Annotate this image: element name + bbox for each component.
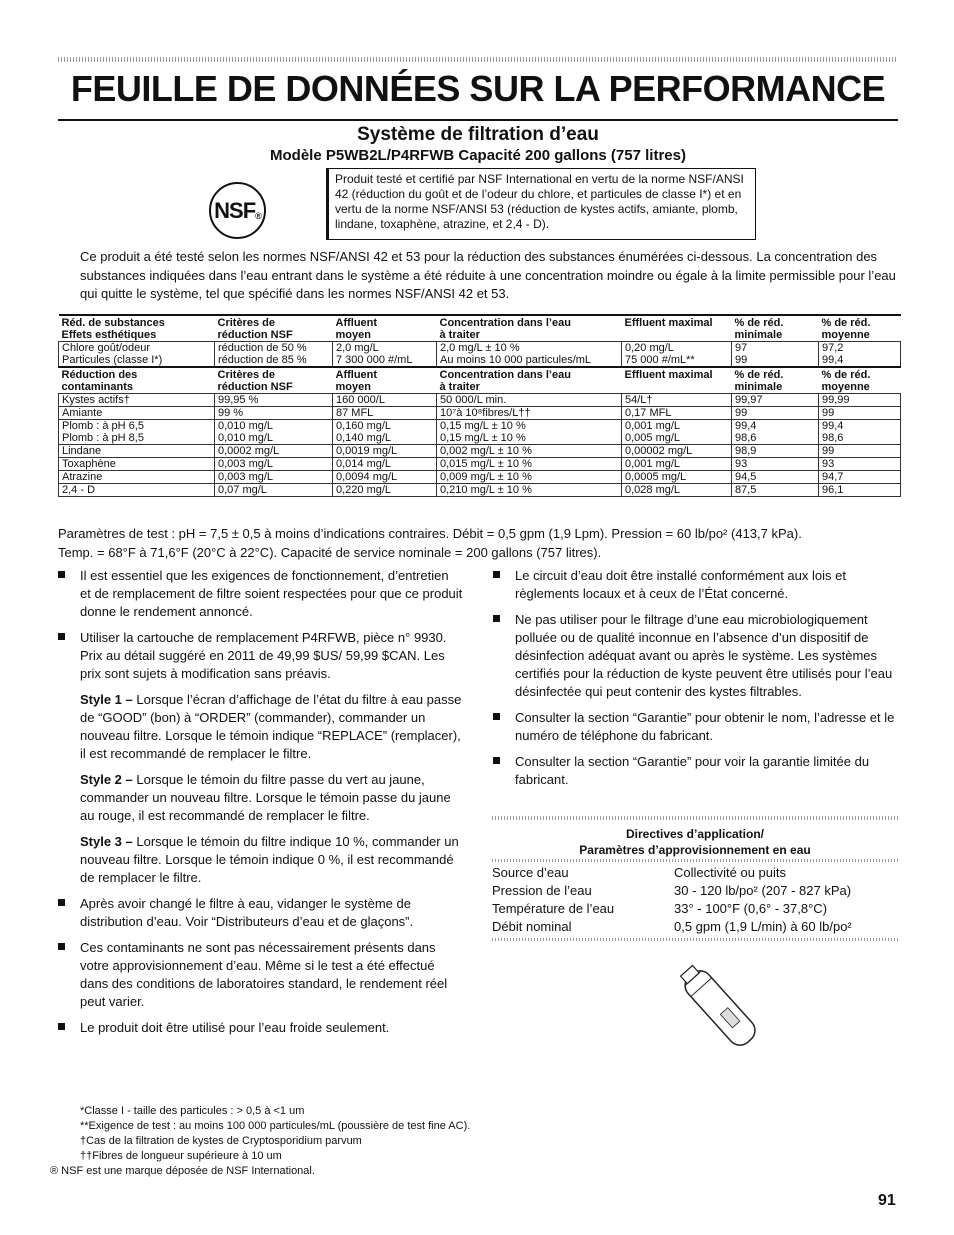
list-item: Consulter la section “Garantie” pour obtenir le nom, l’adresse et le numéro de téléphone du fabricant.	[493, 709, 898, 745]
table-cell: 97 99	[732, 342, 819, 368]
list-item: Consulter la section “Garantie” pour voir la garantie limitée du fabricant.	[493, 753, 898, 789]
table-cell: Atrazine	[59, 471, 215, 484]
performance-table	[58, 314, 901, 497]
table-cell: 99,4 98,6	[732, 420, 819, 445]
list-item: Ces contaminants ne sont pas nécessairement présents dans votre approvisionnement d’eau. Même si le test a été effectué dans des conditions de laboratoires standard, le rendement réel peut varier.	[58, 939, 463, 1011]
directives-value: 0,5 gpm (1,9 L/min) à 60 lb/po²	[674, 919, 852, 934]
table-cell: 50 000/L min.	[437, 394, 622, 407]
table-cell: 87 MFL	[333, 407, 437, 420]
system-subtitle: Système de filtration d’eau	[357, 124, 599, 145]
table-cell: 0,014 mg/L	[333, 458, 437, 471]
directives-row	[492, 882, 898, 900]
table-row	[59, 394, 901, 407]
footnote: ® NSF est une marque déposée de NSF International.	[50, 1165, 315, 1177]
table-cell: 0,17 MFL	[622, 407, 732, 420]
table-cell: 0,160 mg/L 0,140 mg/L	[333, 420, 437, 445]
table-header-cell: Concentration dans l’eau à traiter	[437, 367, 622, 394]
nsf-logo-icon: NSF ®	[209, 182, 266, 239]
directives-row	[492, 864, 898, 882]
table-header-cell: Affluent moyen	[333, 367, 437, 394]
table-cell: 0,20 mg/L 75 000 #/mL**	[622, 342, 732, 368]
model-line: Modèle P5WB2L/P4RFWB Capacité 200 gallons (757 litres)	[270, 147, 686, 164]
table-cell: 0,0002 mg/L	[215, 445, 333, 458]
footnote: **Exigence de test : au moins 100 000 particules/mL (poussière de test fine AC).	[80, 1120, 471, 1132]
table-header-cell: Effluent maximal	[622, 367, 732, 394]
test-parameters-line2: Temp. = 68°F à 71,6°F (20°C à 22°C). Capacité de service nominale = 200 gallons (757 litres).	[58, 544, 602, 560]
table-cell: 96,1	[819, 484, 901, 497]
list-item: Ne pas utiliser pour le filtrage d’une eau microbiologiquement polluée ou de qualité inconnue en l’absence d’un dispositif de désinfection adéquat avant ou après le système. Les systèmes certifiés pour la réduction de kyste peuvent être utilisés pour l’eau désinfectée qui peut contenir des kystes filtrables.	[493, 611, 898, 701]
directives-row	[492, 900, 898, 918]
left-column	[58, 567, 463, 1045]
footnote: *Classe I - taille des particules : > 0,5 à <1 um	[80, 1105, 305, 1117]
table-cell: 99,95 %	[215, 394, 333, 407]
table-cell: 0,003 mg/L	[215, 458, 333, 471]
top-decorative-rule	[58, 57, 898, 62]
table-cell: 0,210 mg/L ± 10 %	[437, 484, 622, 497]
table-header-cell: % de réd. minimale	[732, 315, 819, 342]
table-cell: 0,0019 mg/L	[333, 445, 437, 458]
directives-row	[492, 918, 898, 936]
page-title: FEUILLE DE DONNÉES SUR LA PERFORMANCE	[70, 68, 886, 109]
directives-value: 30 - 120 lb/po² (207 - 827 kPa)	[674, 883, 852, 898]
table-header-cell: Affluent moyen	[333, 315, 437, 342]
directives-value: Collectivité ou puits	[674, 865, 786, 880]
list-item: Le produit doit être utilisé pour l’eau froide seulement.	[58, 1019, 463, 1037]
directives-title: Directives d’application/ Paramètres d’approvisionnement en eau	[579, 827, 811, 857]
footnote: †Cas de la filtration de kystes de Cryptosporidium parvum	[80, 1135, 362, 1147]
table-cell: 94,7	[819, 471, 901, 484]
table-cell: 0,07 mg/L	[215, 484, 333, 497]
page-number: 91	[878, 1192, 896, 1209]
test-parameters-line1: Paramètres de test : pH = 7,5 ± 0,5 à moins d’indications contraires. Débit = 0,5 gpm (1,9 Lpm). Pression = 60 lb/po² (413,7 kPa).	[58, 526, 802, 541]
list-item: Utiliser la cartouche de remplacement P4RFWB, pièce n° 9930. Prix au détail suggéré en 2011 de 49,99 $US/ 59,99 $CAN. Les prix sont sujets à modification sans préavis.	[58, 629, 463, 683]
table-row	[59, 342, 901, 368]
table-cell: 2,0 mg/L 7 300 000 #/mL	[333, 342, 437, 368]
table-header-cell: Critères de réduction NSF	[215, 367, 333, 394]
table-cell: 0,028 mg/L	[622, 484, 732, 497]
table-header-cell: Effluent maximal	[622, 315, 732, 342]
table-row	[59, 420, 901, 445]
square-bullet-icon	[493, 571, 500, 578]
table-header-cell: Concentration dans l’eau à traiter	[437, 315, 622, 342]
table-cell: 0,009 mg/L ± 10 %	[437, 471, 622, 484]
table-header-row	[59, 367, 901, 394]
table-cell: 99	[819, 445, 901, 458]
square-bullet-icon	[58, 943, 65, 950]
table-cell: 98,9	[732, 445, 819, 458]
water-filter-cartridge-icon	[680, 958, 760, 1058]
table-cell: 99	[819, 407, 901, 420]
style3-paragraph: Style 3 – Lorsque le témoin du filtre indique 10 %, commander un nouveau filtre. Lorsque le témoin indique 0 %, il est recommandé de remplacer le filtre.	[80, 834, 459, 885]
table-cell: 97,2 99,4	[819, 342, 901, 368]
table-cell: 99,99	[819, 394, 901, 407]
style2-paragraph: Style 2 – Lorsque le témoin du filtre passe du vert au jaune, commander un nouveau filtre. Lorsque le témoin passe du jaune au rouge, il est recommandé de remplacer le filtre.	[80, 772, 451, 823]
square-bullet-icon	[58, 571, 65, 578]
right-column	[493, 567, 898, 797]
table-cell: 87,5	[732, 484, 819, 497]
table-cell: 0,001 mg/L	[622, 458, 732, 471]
test-parameters	[58, 525, 908, 562]
table-cell: 0,15 mg/L ± 10 % 0,15 mg/L ± 10 %	[437, 420, 622, 445]
table-header-cell: % de réd. minimale	[732, 367, 819, 394]
table-header-cell: Critères de réduction NSF	[215, 315, 333, 342]
table-cell: 0,003 mg/L	[215, 471, 333, 484]
table-cell: Chlore goût/odeur Particules (classe I*)	[59, 342, 215, 368]
table-cell: 0,001 mg/L 0,005 mg/L	[622, 420, 732, 445]
table-cell: 94,5	[732, 471, 819, 484]
table-cell: 0,002 mg/L ± 10 %	[437, 445, 622, 458]
directives-key: Débit nominal	[492, 919, 572, 934]
directives-key: Pression de l’eau	[492, 883, 592, 898]
table-cell: réduction de 50 % réduction de 85 %	[215, 342, 333, 368]
table-cell: 0,010 mg/L 0,010 mg/L	[215, 420, 333, 445]
table-header-cell: % de réd. moyenne	[819, 315, 901, 342]
intro-paragraph: Ce produit a été testé selon les normes NSF/ANSI 42 et 53 pour la réduction des substances énumérées ci-dessous. La concentration des substances indiquées dans l’eau entrant dans le système a été réduite à une concentration moindre ou égale à la limite permissible pour l’eau qui quitte le système, tel que spécifié dans les normes NSF/ANSI 42 et 53.	[80, 249, 896, 301]
table-cell: 54/L†	[622, 394, 732, 407]
table-cell: 2,4 - D	[59, 484, 215, 497]
table-cell: 2,0 mg/L ± 10 % Au moins 10 000 particules/mL	[437, 342, 622, 368]
table-row	[59, 484, 901, 497]
square-bullet-icon	[58, 1023, 65, 1030]
table-row	[59, 445, 901, 458]
table-cell: 0,00002 mg/L	[622, 445, 732, 458]
square-bullet-icon	[493, 615, 500, 622]
table-cell: 0,015 mg/L ± 10 %	[437, 458, 622, 471]
table-row	[59, 407, 901, 420]
footnotes	[50, 1104, 650, 1179]
table-row	[59, 458, 901, 471]
square-bullet-icon	[58, 899, 65, 906]
directives-top-rule	[492, 816, 898, 820]
table-cell: 93	[732, 458, 819, 471]
table-header-cell: Réd. de substances Effets esthétiques	[59, 315, 215, 342]
table-cell: Plomb : à pH 6,5 Plomb : à pH 8,5	[59, 420, 215, 445]
table-cell: 99 %	[215, 407, 333, 420]
table-cell: 99	[732, 407, 819, 420]
square-bullet-icon	[493, 757, 500, 764]
table-cell: Amiante	[59, 407, 215, 420]
table-cell: 0,220 mg/L	[333, 484, 437, 497]
table-header-cell: Réduction des contaminants	[59, 367, 215, 394]
directives-key: Source d’eau	[492, 865, 569, 880]
nsf-logo-text: NSF	[214, 197, 256, 223]
list-item: Le circuit d’eau doit être installé conformément aux lois et règlements locaux et à ceux de l’État concerné.	[493, 567, 898, 603]
table-cell: Lindane	[59, 445, 215, 458]
square-bullet-icon	[493, 713, 500, 720]
list-item: Il est essentiel que les exigences de fonctionnement, d’entretien et de remplacement de filtre soient respectées pour que ce produit donne le rendement annoncé.	[58, 567, 463, 621]
table-header-cell: % de réd. moyenne	[819, 367, 901, 394]
table-cell: 93	[819, 458, 901, 471]
table-cell: 0,0005 mg/L	[622, 471, 732, 484]
certification-box: Produit testé et certifié par NSF International en vertu de la norme NSF/ANSI 42 (réduction du goût et de l’odeur du chlore, et particules de classe I*) et en vertu de la norme NSF/ANSI 53 (réduction de kystes actifs, amiante, plomb, lindane, toxaphène, atrazine, et 2,4 - D).	[326, 168, 756, 240]
directives-table	[492, 864, 898, 936]
style1-paragraph: Style 1 – Lorsque l’écran d’affichage de l’état du filtre à eau passe de “GOOD” (bon) à “ORDER” (commander), commander un nouveau filtre. Lorsque le témoin indique “REPLACE” (remplacer), il est recommandé de remplacer le filtre.	[80, 692, 462, 761]
table-cell: 10⁷à 10⁸fibres/L††	[437, 407, 622, 420]
table-cell: 99,4 98,6	[819, 420, 901, 445]
square-bullet-icon	[58, 633, 65, 640]
directives-bottom-rule	[492, 938, 898, 941]
directives-value: 33° - 100°F (0,6° - 37,8°C)	[674, 901, 828, 916]
table-cell: Kystes actifs†	[59, 394, 215, 407]
footnote: ††Fibres de longueur supérieure à 10 um	[80, 1150, 282, 1162]
table-cell: 99,97	[732, 394, 819, 407]
table-cell: 0,0094 mg/L	[333, 471, 437, 484]
list-item: Après avoir changé le filtre à eau, vidanger le système de distribution d’eau. Voir “Distributeurs d’eau et de glaçons”.	[58, 895, 463, 931]
title-rule	[58, 119, 898, 121]
directives-mid-rule	[492, 859, 898, 862]
directives-key: Température de l’eau	[492, 901, 615, 916]
table-header-row	[59, 315, 901, 342]
table-cell: Toxaphène	[59, 458, 215, 471]
table-cell: 160 000/L	[333, 394, 437, 407]
table-row	[59, 471, 901, 484]
